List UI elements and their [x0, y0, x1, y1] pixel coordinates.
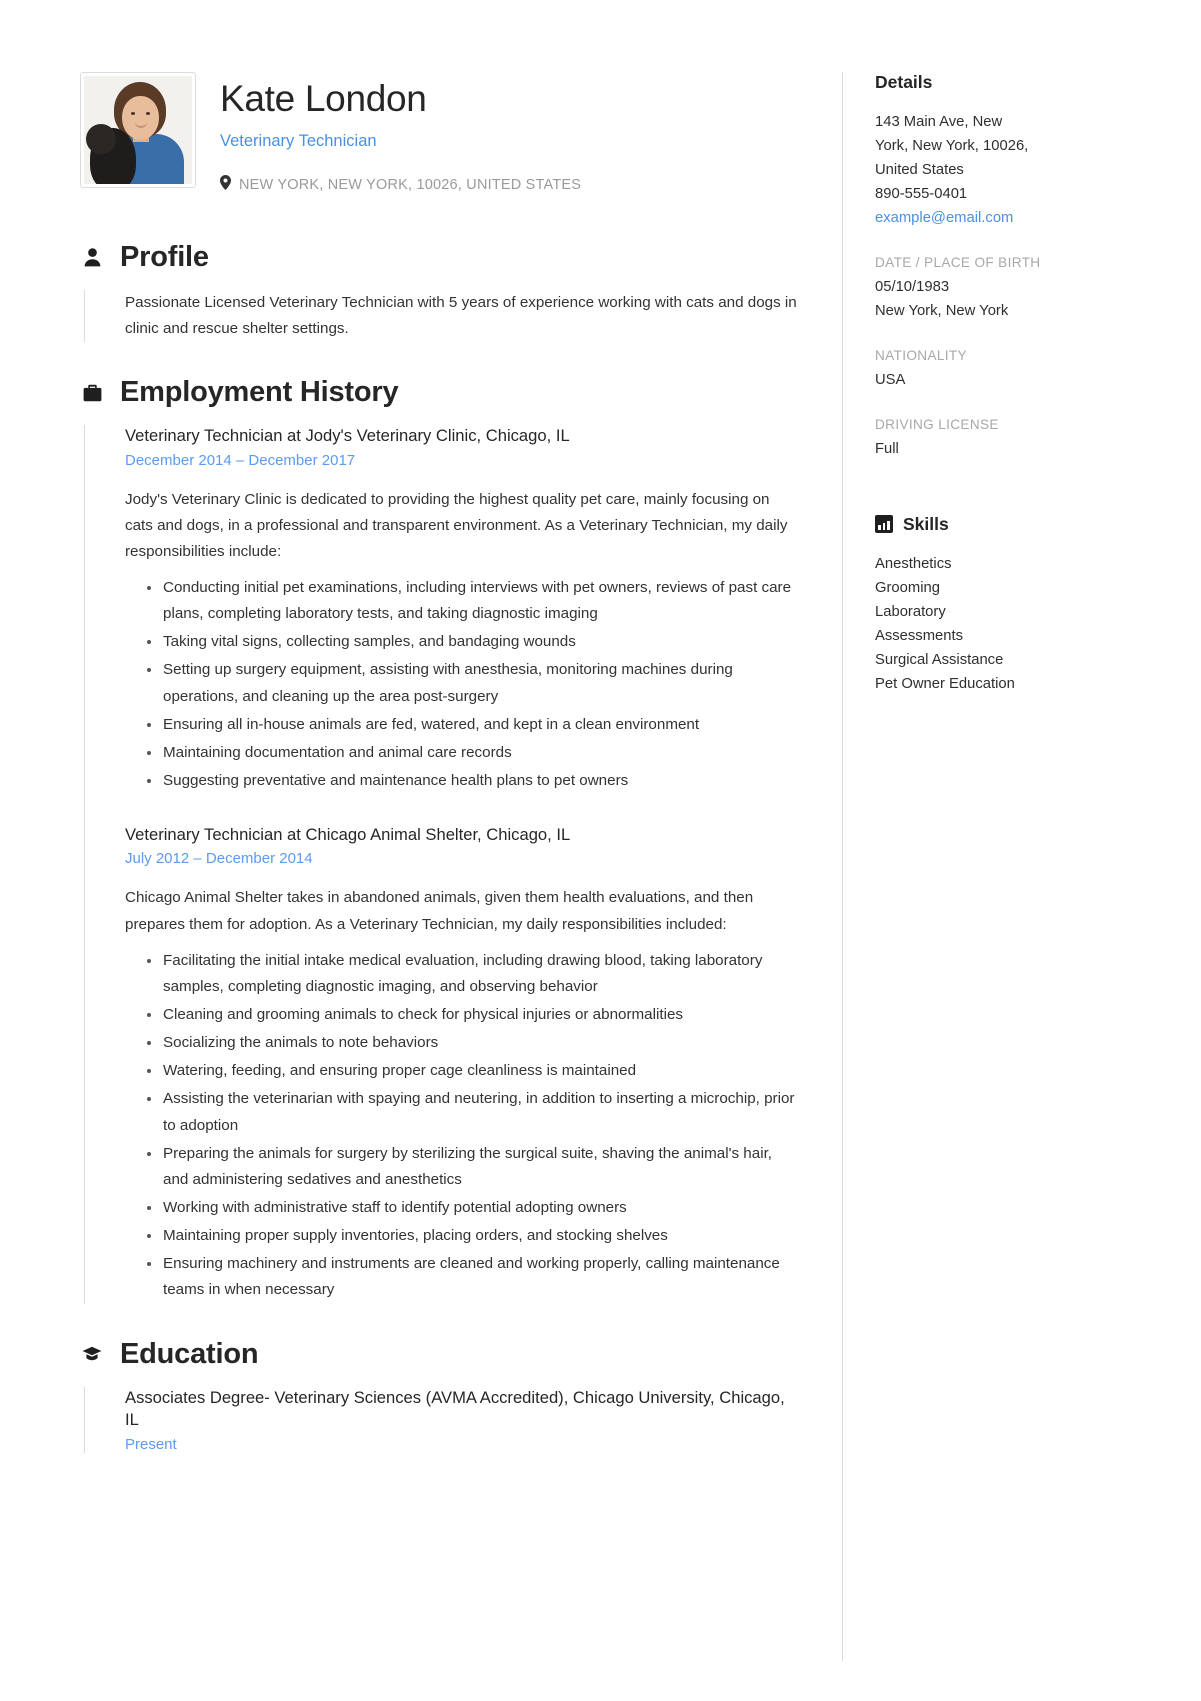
section-employment-history — [80, 376, 800, 1303]
list-item: Facilitating the initial intake medical evaluation, including drawing blood, taking laboratory samples, completing diagnostic imaging, and observing behavior — [125, 948, 800, 1000]
main-column — [80, 72, 822, 1661]
section-title: Education — [120, 1337, 259, 1370]
job-title: Veterinary Technician — [220, 132, 377, 151]
job-heading: Veterinary Technician at Chicago Animal Shelter, Chicago, IL — [125, 825, 571, 845]
page-title: Kate London — [220, 78, 427, 119]
section-header — [80, 376, 800, 409]
location-text: NEW YORK, NEW YORK, 10026, UNITED STATES — [239, 176, 582, 193]
email-link[interactable]: example@email.com — [875, 209, 1014, 226]
avatar-photo — [84, 76, 192, 184]
list-item: Socializing the animals to note behaviors — [125, 1030, 800, 1056]
resume-header — [80, 72, 800, 195]
job-bullets — [125, 575, 800, 794]
field-label: DRIVING LICENSE — [875, 416, 999, 432]
job-dates: December 2014 – December 2017 — [125, 451, 356, 469]
section-title: Profile — [120, 240, 209, 273]
list-item: Maintaining documentation and animal care records — [125, 740, 800, 766]
section-body — [84, 290, 800, 342]
section-body — [84, 1387, 800, 1454]
skill-item: Assessments — [875, 627, 963, 644]
sidebar — [842, 72, 1131, 1661]
list-item: Maintaining proper supply inventories, placing orders, and stocking shelves — [125, 1223, 800, 1249]
person-icon — [80, 248, 104, 267]
skill-item: Laboratory — [875, 603, 946, 620]
briefcase-icon — [80, 384, 104, 402]
address-line: York, New York, 10026, — [875, 137, 1029, 154]
list-item: Preparing the animals for surgery by sterilizing the surgical suite, shaving the animal's hair, and administering sedatives and anesthetics — [125, 1141, 800, 1193]
sidebar-skills-block — [875, 514, 1131, 697]
phone-number: 890-555-0401 — [875, 185, 968, 202]
list-item: Working with administrative staff to identify potential adopting owners — [125, 1195, 800, 1221]
address-line: United States — [875, 161, 964, 178]
list-item: Ensuring all in-house animals are fed, watered, and kept in a clean environment — [125, 712, 800, 738]
job-heading: Veterinary Technician at Jody's Veterinary Clinic, Chicago, IL — [125, 426, 570, 446]
section-header — [80, 1338, 800, 1371]
map-pin-icon — [220, 175, 231, 195]
section-education — [80, 1338, 800, 1454]
list-item: Watering, feeding, and ensuring proper cage cleanliness is maintained — [125, 1058, 800, 1084]
skill-item: Grooming — [875, 579, 940, 596]
field-label: NATIONALITY — [875, 347, 967, 363]
sidebar-details-block — [875, 72, 1131, 462]
job-dates: July 2012 – December 2014 — [125, 850, 313, 868]
education-dates: Present — [125, 1436, 177, 1454]
field-label: DATE / PLACE OF BIRTH — [875, 254, 1041, 270]
avatar — [80, 72, 196, 188]
job-entry — [125, 425, 800, 794]
section-body — [84, 425, 800, 1303]
list-item: Assisting the veterinarian with spaying and neutering, in addition to inserting a microchip, prior to adoption — [125, 1086, 800, 1138]
sidebar-spacer — [875, 492, 1131, 514]
job-bullets — [125, 948, 800, 1304]
job-description: Chicago Animal Shelter takes in abandoned animals, given them health evaluations, and then prepares them for adoption. As a Veterinary Technician, my daily responsibilities included: — [125, 889, 754, 933]
address-line: 143 Main Ave, New — [875, 114, 1003, 130]
job-entry — [125, 824, 800, 1304]
header-text — [220, 72, 581, 195]
graduation-cap-icon — [80, 1346, 104, 1362]
section-profile — [80, 241, 800, 342]
section-header — [80, 241, 800, 274]
list-item: Conducting initial pet examinations, including interviews with pet owners, reviews of past care plans, completing laboratory tests, and taking diagnostic imaging — [125, 575, 800, 627]
list-item: Taking vital signs, collecting samples, and bandaging wounds — [125, 629, 800, 655]
sidebar-skills-title-row — [875, 514, 1131, 535]
location-row — [220, 175, 581, 195]
sidebar-skills-title: Skills — [903, 513, 949, 534]
field-value: New York, New York — [875, 302, 1009, 319]
list-item: Suggesting preventative and maintenance health plans to pet owners — [125, 768, 800, 794]
field-value: 05/10/1983 — [875, 278, 950, 295]
field-value: USA — [875, 371, 906, 388]
field-value: Full — [875, 440, 899, 457]
job-description: Jody's Veterinary Clinic is dedicated to providing the highest quality pet care, mainly focusing on cats and dogs, in a professional and transparent environment. As a Veterinary Technician, my daily responsibilities include: — [125, 490, 788, 560]
bar-chart-icon — [875, 515, 893, 533]
skill-item: Surgical Assistance — [875, 651, 1004, 668]
list-item: Setting up surgery equipment, assisting with anesthesia, monitoring machines during operations, and cleaning up the area post-surgery — [125, 657, 800, 709]
section-title: Employment History — [120, 376, 399, 409]
skill-item: Anesthetics — [875, 555, 952, 572]
profile-text: Passionate Licensed Veterinary Technician with 5 years of experience working with cats and dogs in clinic and rescue shelter settings. — [125, 293, 797, 338]
skill-item: Pet Owner Education — [875, 675, 1015, 692]
list-item: Ensuring machinery and instruments are cleaned and working properly, calling maintenance teams in when necessary — [125, 1251, 800, 1303]
list-item: Cleaning and grooming animals to check for physical injuries or abnormalities — [125, 1002, 800, 1028]
education-entry — [125, 1387, 800, 1454]
sidebar-details-title: Details — [875, 72, 933, 92]
education-heading: Associates Degree- Veterinary Sciences (AVMA Accredited), Chicago University, Chicago, IL — [125, 1387, 785, 1429]
